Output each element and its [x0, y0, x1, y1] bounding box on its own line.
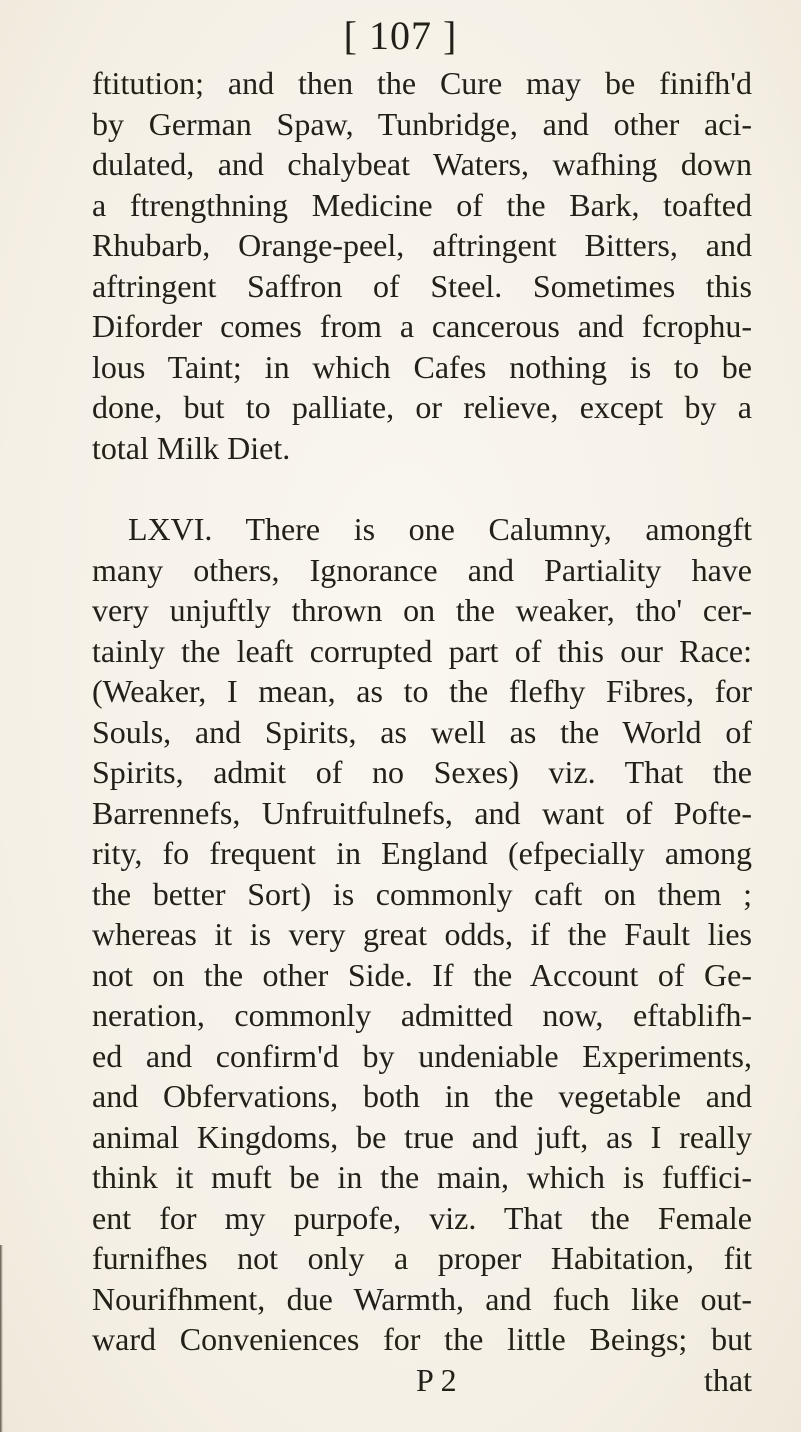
text-line: Rhubarb, Orange-peel, aftringent Bitters, and	[92, 227, 752, 263]
text-line: many others, Ignorance and Partiality have	[92, 551, 752, 588]
catchword: that	[704, 1361, 752, 1398]
text-line: and Obfervations, both in the vegetable and	[92, 1078, 752, 1114]
text-line: Souls, and Spirits, as well as the World of	[92, 713, 752, 750]
text-line: Nourifhment, due Warmth, and fuch like out-	[92, 1280, 752, 1317]
signature-mark: P 2	[416, 1361, 457, 1398]
text-line: not on the other Side. If the Account of Ge-	[92, 956, 752, 993]
text-line: rity, fo frequent in England (efpecially among	[92, 835, 752, 871]
text-line: LXVI. There is one Calumny, amongft	[128, 511, 752, 547]
text-line: dulated, and chalybeat Waters, wafhing down	[92, 146, 752, 182]
text-line: lous Taint; in which Cafes nothing is to be	[92, 348, 752, 385]
text-line: Diforder comes from a cancerous and fcrophu-	[92, 308, 752, 344]
text-line: tainly the leaft corrupted part of this our Race:	[92, 632, 752, 669]
text-line: ward Conveniences for the little Beings; but	[92, 1321, 752, 1357]
text-line: total Milk Diet.	[92, 429, 291, 466]
text-line: ent for my purpofe, viz. That the Female	[92, 1199, 752, 1236]
paragraph-gap	[92, 468, 752, 509]
text-line: aftringent Saffron of Steel. Sometimes this	[92, 267, 752, 304]
text-line: a ftrengthning Medicine of the Bark, toafted	[92, 186, 752, 223]
page-footer	[92, 1360, 752, 1401]
page-number: [ 107 ]	[343, 13, 458, 58]
text-line: the better Sort) is commonly caft on them ;	[92, 875, 752, 912]
text-line: furnifhes not only a proper Habitation, fit	[92, 1240, 752, 1276]
text-line: ed and confirm'd by undeniable Experiments,	[92, 1037, 752, 1074]
text-line: Spirits, admit of no Sexes) viz. That the	[92, 754, 752, 790]
text-line: animal Kingdoms, be true and juft, as I really	[92, 1118, 752, 1155]
text-line: very unjuftly thrown on the weaker, tho' cer-	[92, 592, 752, 628]
text-line: think it muft be in the main, which is fuffici-	[92, 1159, 752, 1195]
text-line: Barrennefs, Unfruitfulnefs, and want of Pofte-	[92, 794, 752, 831]
text-line: whereas it is very great odds, if the Fault lies	[92, 916, 752, 952]
text-line: by German Spaw, Tunbridge, and other aci-	[92, 105, 752, 142]
page-edge-shadow	[0, 1245, 3, 1432]
body-text	[92, 63, 752, 1400]
text-line: done, but to palliate, or relieve, except by a	[92, 389, 752, 425]
text-line: (Weaker, I mean, as to the flefhy Fibres, for	[92, 673, 752, 709]
text-line: neration, commonly admitted now, eftablifh-	[92, 997, 752, 1033]
text-line: ftitution; and then the Cure may be finifh'd	[92, 65, 752, 101]
